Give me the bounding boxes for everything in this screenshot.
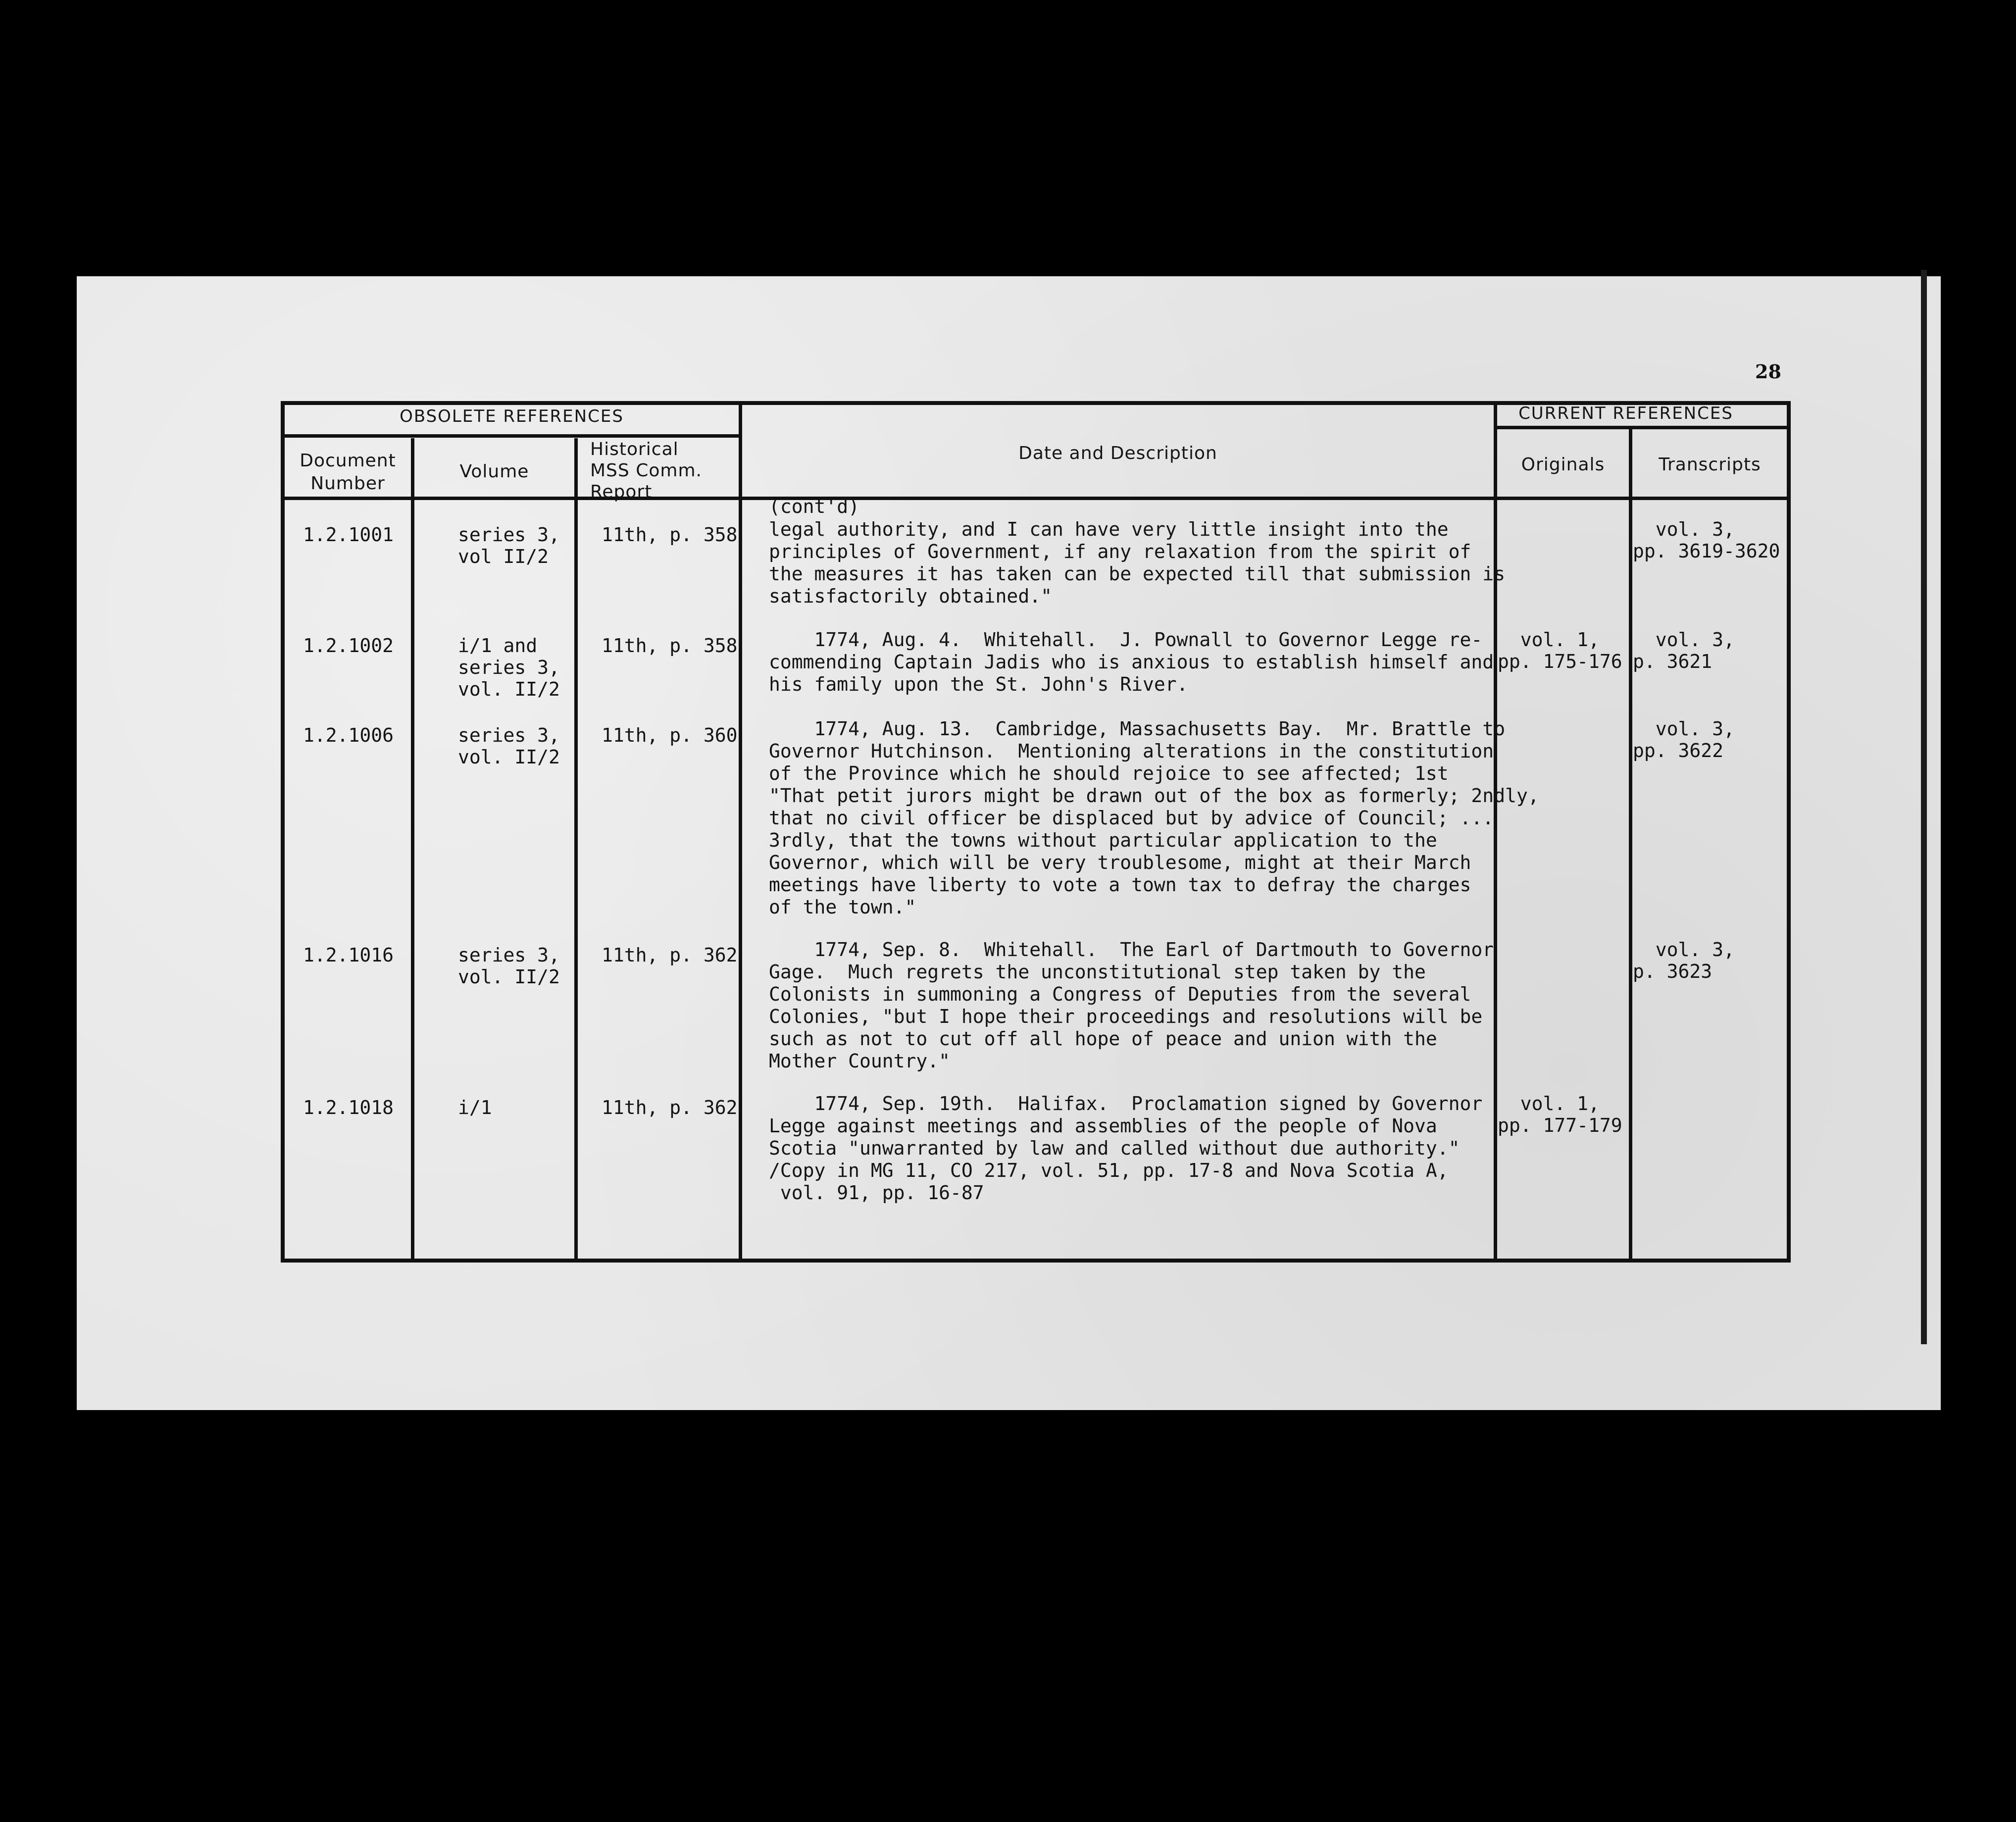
row-2-transcripts: vol. 3, p. 3621 [1633, 629, 1735, 672]
historical-report-header: Historical MSS Comm. Report [590, 439, 702, 502]
transcripts-header: Transcripts [1659, 455, 1761, 475]
row-1-volume: series 3, vol II/2 [458, 524, 560, 567]
column-rule-volume [574, 438, 578, 1263]
row-5-originals: vol. 1, pp. 177-179 [1498, 1093, 1622, 1136]
page-number: 28 [1755, 360, 1781, 383]
row-5-description: 1774, Sep. 19th. Halifax. Proclamation signed by Governor Legge against meetings and assemblies of the people of Nova Scotia "unwarranted by law and called without due authority." /Copy in MG 11, CO 217, vol. 51, pp. 17-8 and Nova Scotia A, vol. 91, pp. 16-87 [769, 1093, 1483, 1204]
row-5-volume: i/1 [458, 1097, 492, 1118]
group-header-rule-left [281, 434, 741, 438]
row-3-report: 11th, p. 360 [602, 724, 738, 746]
row-5-report: 11th, p. 362 [602, 1097, 738, 1118]
column-rule-originals [1629, 428, 1632, 1263]
row-1-description: legal authority, and I can have very little insight into the principles of Government, if any relaxation from the spirit of the measures it has taken can be expected till that submission is satisfactorily obtained." [769, 518, 1506, 607]
row-5-doc-number: 1.2.1018 [303, 1097, 394, 1118]
row-1-doc-number: 1.2.1001 [303, 524, 394, 546]
row-2-description: 1774, Aug. 4. Whitehall. J. Pownall to Governor Legge re- commending Captain Jadis who is anxious to establish himself and his family upon the St. John's River. [769, 629, 1494, 695]
continued-label: (cont'd) [769, 496, 860, 517]
document-number-header: Document Number [300, 451, 396, 494]
row-4-report: 11th, p. 362 [602, 944, 738, 966]
row-2-originals: vol. 1, pp. 175-176 [1498, 629, 1622, 672]
row-1-transcripts: vol. 3, pp. 3619-3620 [1633, 518, 1780, 562]
row-4-doc-number: 1.2.1016 [303, 944, 394, 966]
row-3-doc-number: 1.2.1006 [303, 724, 394, 746]
row-2-report: 11th, p. 358 [602, 635, 738, 657]
row-3-description: 1774, Aug. 13. Cambridge, Massachusetts Bay. Mr. Brattle to Governor Hutchinson. Mentioning alterations in the constitution of the Province which he should rejoice to see affected; 1st "That petit jurors might be drawn out of the box as formerly; 2ndly, that no civil officer be displaced but by advice of Council; ... 3rdly, that the towns without particular application to the Governor, which will be very troublesome, might at their March meetings have liberty to vote a town tax to defray the charges of the town." [769, 718, 1539, 918]
row-3-transcripts: vol. 3, pp. 3622 [1633, 718, 1735, 761]
volume-header: Volume [459, 461, 529, 482]
group-header-rule-right [1494, 426, 1791, 429]
row-1-report: 11th, p. 358 [602, 524, 738, 546]
row-2-volume: i/1 and series 3, vol. II/2 [458, 635, 560, 700]
row-4-volume: series 3, vol. II/2 [458, 944, 560, 988]
column-rule-doc [411, 438, 414, 1263]
obsolete-references-header: OBSOLETE REFERENCES [400, 406, 624, 426]
column-rule-report [739, 401, 742, 1263]
row-3-volume: series 3, vol. II/2 [458, 724, 560, 768]
row-4-transcripts: vol. 3, p. 3623 [1633, 939, 1735, 982]
originals-header: Originals [1521, 455, 1605, 475]
current-references-header: CURRENT REFERENCES [1518, 404, 1733, 423]
row-2-doc-number: 1.2.1002 [303, 635, 394, 657]
header-bottom-rule [281, 497, 1791, 500]
page-edge-shadow [1921, 270, 1927, 1344]
row-4-description: 1774, Sep. 8. Whitehall. The Earl of Dartmouth to Governor Gage. Much regrets the unconstitutional step taken by the Colonists in summoning a Congress of Deputies from the several Colonies, "but I hope their proceedings and resolutions will be such as not to cut off all hope of peace and union with the Mother Country." [769, 939, 1494, 1072]
date-description-header: Date and Description [1018, 443, 1217, 463]
